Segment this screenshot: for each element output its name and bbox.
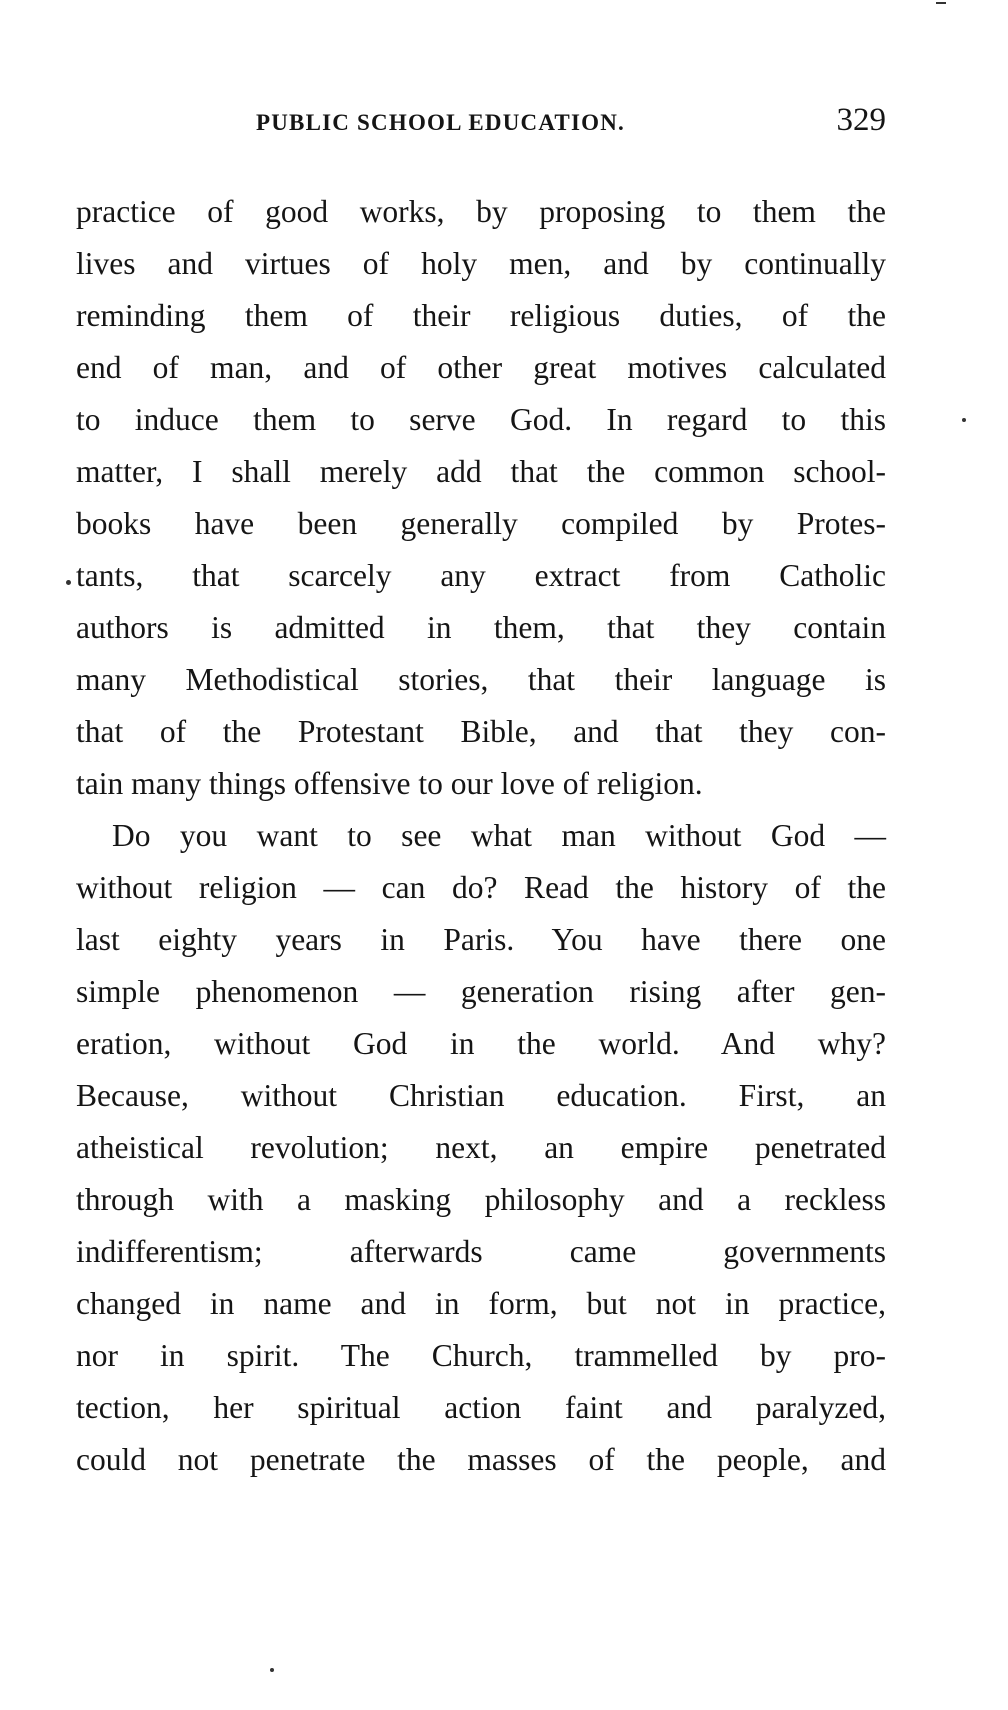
paragraph-2 [76, 810, 886, 1486]
paragraph-1 [76, 186, 886, 810]
text-line: indifferentism; afterwards came governments [76, 1234, 886, 1269]
text-line: without religion — can do? Read the history of the [76, 870, 886, 905]
text-line: nor in spirit. The Church, trammelled by pro- [76, 1338, 886, 1373]
text-line: that of the Protestant Bible, and that they con- [76, 714, 886, 749]
text-line: simple phenomenon — generation rising after gen- [76, 974, 886, 1009]
text-line: tants, that scarcely any extract from Catholic [76, 558, 886, 593]
running-title: PUBLIC SCHOOL EDUCATION. [256, 110, 625, 135]
text-line: through with a masking philosophy and a reckless [76, 1182, 886, 1217]
scan-speck [270, 1668, 274, 1672]
text-line: books have been generally compiled by Protes- [76, 506, 886, 541]
text-line: Because, without Christian education. First, an [76, 1078, 886, 1113]
text-line: matter, I shall merely add that the common school- [76, 454, 886, 489]
scan-speck [936, 2, 946, 4]
text-line: Do you want to see what man without God — [112, 818, 886, 853]
text-line: authors is admitted in them, that they contain [76, 610, 886, 645]
text-line: to induce them to serve God. In regard to this [76, 402, 886, 437]
body-text [76, 186, 886, 1486]
scan-speck [962, 418, 966, 422]
text-line: last eighty years in Paris. You have there one [76, 922, 886, 957]
text-line: atheistical revolution; next, an empire penetrated [76, 1130, 886, 1165]
running-head [76, 104, 886, 144]
page-number: 329 [836, 102, 886, 138]
text-line: eration, without God in the world. And why? [76, 1026, 886, 1061]
text-line: changed in name and in form, but not in practice, [76, 1286, 886, 1321]
text-line: could not penetrate the masses of the people, and [76, 1442, 886, 1477]
text-line: reminding them of their religious duties, of the [76, 298, 886, 333]
text-line: many Methodistical stories, that their language is [76, 662, 886, 697]
text-line: tection, her spiritual action faint and paralyzed, [76, 1390, 886, 1425]
text-line: lives and virtues of holy men, and by continually [76, 246, 886, 281]
text-line: end of man, and of other great motives calculated [76, 350, 886, 385]
scan-speck [66, 580, 71, 585]
text-line: practice of good works, by proposing to them the [76, 194, 886, 229]
text-line: tain many things offensive to our love of religion. [76, 766, 703, 801]
